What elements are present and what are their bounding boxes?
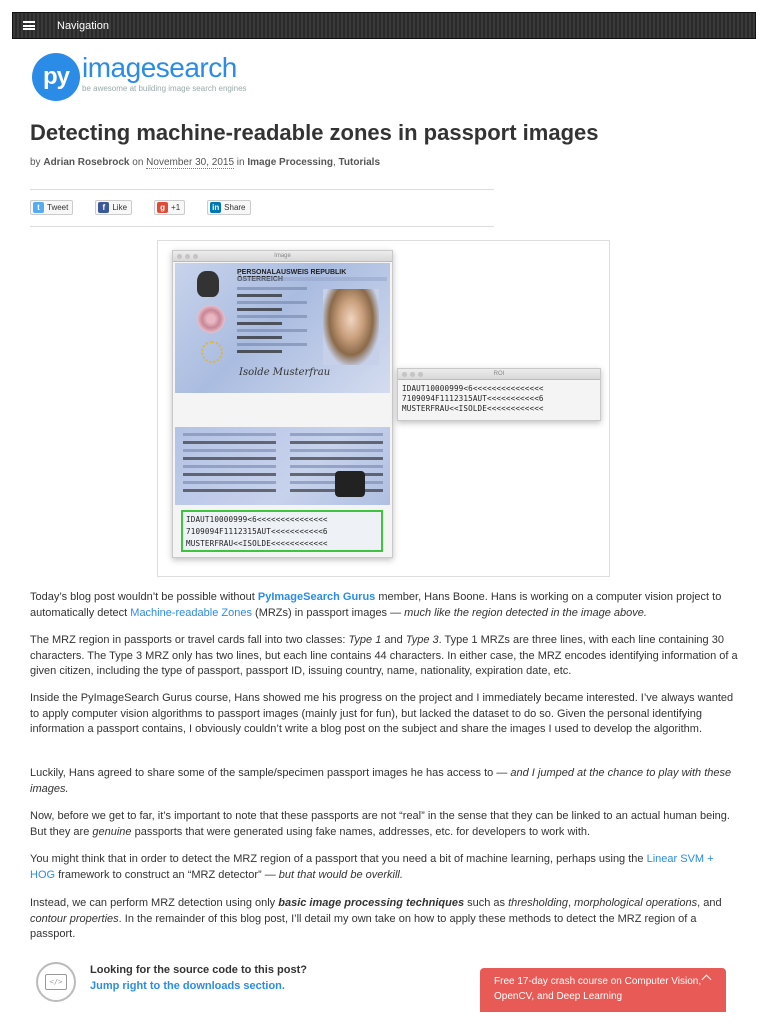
downloads-section-link[interactable]: Jump right to the downloads section. <box>90 980 285 992</box>
crash-course-banner[interactable] <box>480 968 726 1012</box>
security-rosette-icon <box>197 305 225 333</box>
source-code-question: Looking for the source code to this post? <box>90 964 307 976</box>
passport-figure <box>157 240 610 577</box>
author-link[interactable]: Adrian Rosebrock <box>43 157 130 168</box>
paragraph-gurus-course: Inside the PyImageSearch Gurus course, Hans showed me his progress on the project and I immediately became interested. I’ve always wanted to apply computer vision algorithms to passport images (mainly just for fun), but lacked the dataset to do so. Given the personal identifying information a passport contains, I obviously couldn’t write a blog post on the subject and share the images I used to develop the algorithm. <box>30 692 734 736</box>
linear-svm-hog-link[interactable]: Linear SVM + HOG <box>30 853 714 881</box>
share-buttons <box>30 200 251 215</box>
roi-mrz-line: 7109094F1112315AUT<<<<<<<<<<<6 <box>402 394 544 403</box>
gurus-link[interactable]: PyImageSearch Gurus <box>257 591 376 603</box>
facebook-icon: f <box>98 202 109 213</box>
paragraph-machine-learning: You might think that in order to detect the MRZ region of a passport that you need a bit of machine learning, perhaps using the Linear SVM + HOG framework to construct an “MRZ detector” — but that would be overkill. <box>30 853 714 881</box>
chevron-up-icon[interactable] <box>702 975 712 985</box>
crash-course-text: Free 17-day crash course on Computer Vision, OpenCV, and Deep Learning <box>494 976 702 1002</box>
google-plus-icon: g <box>157 202 168 213</box>
navigation-label[interactable]: Navigation <box>57 19 109 32</box>
mrz-line: 7109094F1112315AUT<<<<<<<<<<<6 <box>186 527 328 536</box>
mrz-wiki-link[interactable]: Machine-readable Zones <box>130 606 252 619</box>
plusone-button[interactable]: g +1 <box>154 200 185 215</box>
category-link-tutorials[interactable]: Tutorials <box>338 157 381 168</box>
logo-tagline: be awesome at building image search engines <box>82 83 247 93</box>
roi-window-title: ROI <box>493 371 505 377</box>
id-card-back <box>175 427 390 505</box>
id-card-front <box>175 263 390 393</box>
image-window-title: Image <box>274 253 291 259</box>
mrz-line: MUSTERFRAU<<ISOLDE<<<<<<<<<<<< <box>186 539 328 548</box>
paragraph-sample-images: Luckily, Hans agreed to share some of the sample/specimen passport images he has access to — and I jumped at the chance to play with these images. <box>30 767 732 795</box>
logo-name: imagesearch <box>82 51 237 83</box>
like-button[interactable]: f Like <box>95 200 132 215</box>
detected-mrz-box <box>181 510 383 552</box>
hamburger-menu-icon[interactable] <box>23 21 35 30</box>
holder-signature: Isolde Musterfrau <box>239 367 331 378</box>
roi-window <box>397 368 601 421</box>
tweet-button[interactable]: t Tweet <box>30 200 73 215</box>
linkedin-share-button[interactable]: in Share <box>207 200 250 215</box>
source-code-icon: </> <box>36 962 76 1002</box>
divider <box>30 189 494 190</box>
image-window <box>172 250 393 558</box>
holder-photo <box>323 289 379 365</box>
logo-mark: py <box>32 53 80 101</box>
navigation-bar[interactable] <box>12 12 756 39</box>
roi-mrz-line: MUSTERFRAU<<ISOLDE<<<<<<<<<<<< <box>402 404 544 413</box>
paragraph-intro: Today’s blog post wouldn’t be possible without PyImageSearch Gurus member, Hans Boone. Hans is working on a computer vision project to automatically detect Machine-readable Zones (MRZs) in passport images — much like the region detected in the image above. <box>30 591 722 619</box>
mrz-line: IDAUT10000999<6<<<<<<<<<<<<<<< <box>186 515 328 524</box>
card-chip <box>335 471 365 497</box>
paragraph-mrz-types: The MRZ region in passports or travel cards fall into two classes: Type 1 and Type 3. Type 1 MRZs are three lines, with each line containing 30 characters. The Type 3 MRZ only has two lines, but each line contains 44 characters. In either case, the MRZ encodes identifying information of a given citizen, including the type of passport, passport ID, issuing country, name, nationality, expiration date, etc. <box>30 634 738 678</box>
category-link-image-processing[interactable]: Image Processing <box>247 157 333 168</box>
eu-stars-icon <box>201 341 223 363</box>
coat-of-arms-icon <box>197 271 219 297</box>
paragraph-not-real: Now, before we get to far, it’s important to note that these passports are not “real” in the sense that they can be linked to an actual human being. But they are genuine passports that were generated using fake names, addresses, etc. for developers to work with. <box>30 810 730 838</box>
roi-mrz-line: IDAUT10000999<6<<<<<<<<<<<<<<< <box>402 384 544 393</box>
paragraph-image-processing: Instead, we can perform MRZ detection using only basic image processing techniques such as thresholding, morphological operations, and contour properties. In the remainder of this blog post, I’ll detail my own take on how to apply these methods to detect the MRZ region of a passport. <box>30 897 722 941</box>
post-byline: by Adrian Rosebrock on November 30, 2015 in Image Processing, Tutorials <box>30 157 381 168</box>
card-heading: PERSONALAUSWEIS REPUBLIK <box>237 269 347 276</box>
site-logo[interactable] <box>32 52 247 102</box>
twitter-icon: t <box>33 202 44 213</box>
divider <box>30 226 494 227</box>
post-title: Detecting machine-readable zones in passport images <box>30 120 599 145</box>
post-date: November 30, 2015 <box>146 157 235 168</box>
linkedin-icon: in <box>212 203 220 212</box>
